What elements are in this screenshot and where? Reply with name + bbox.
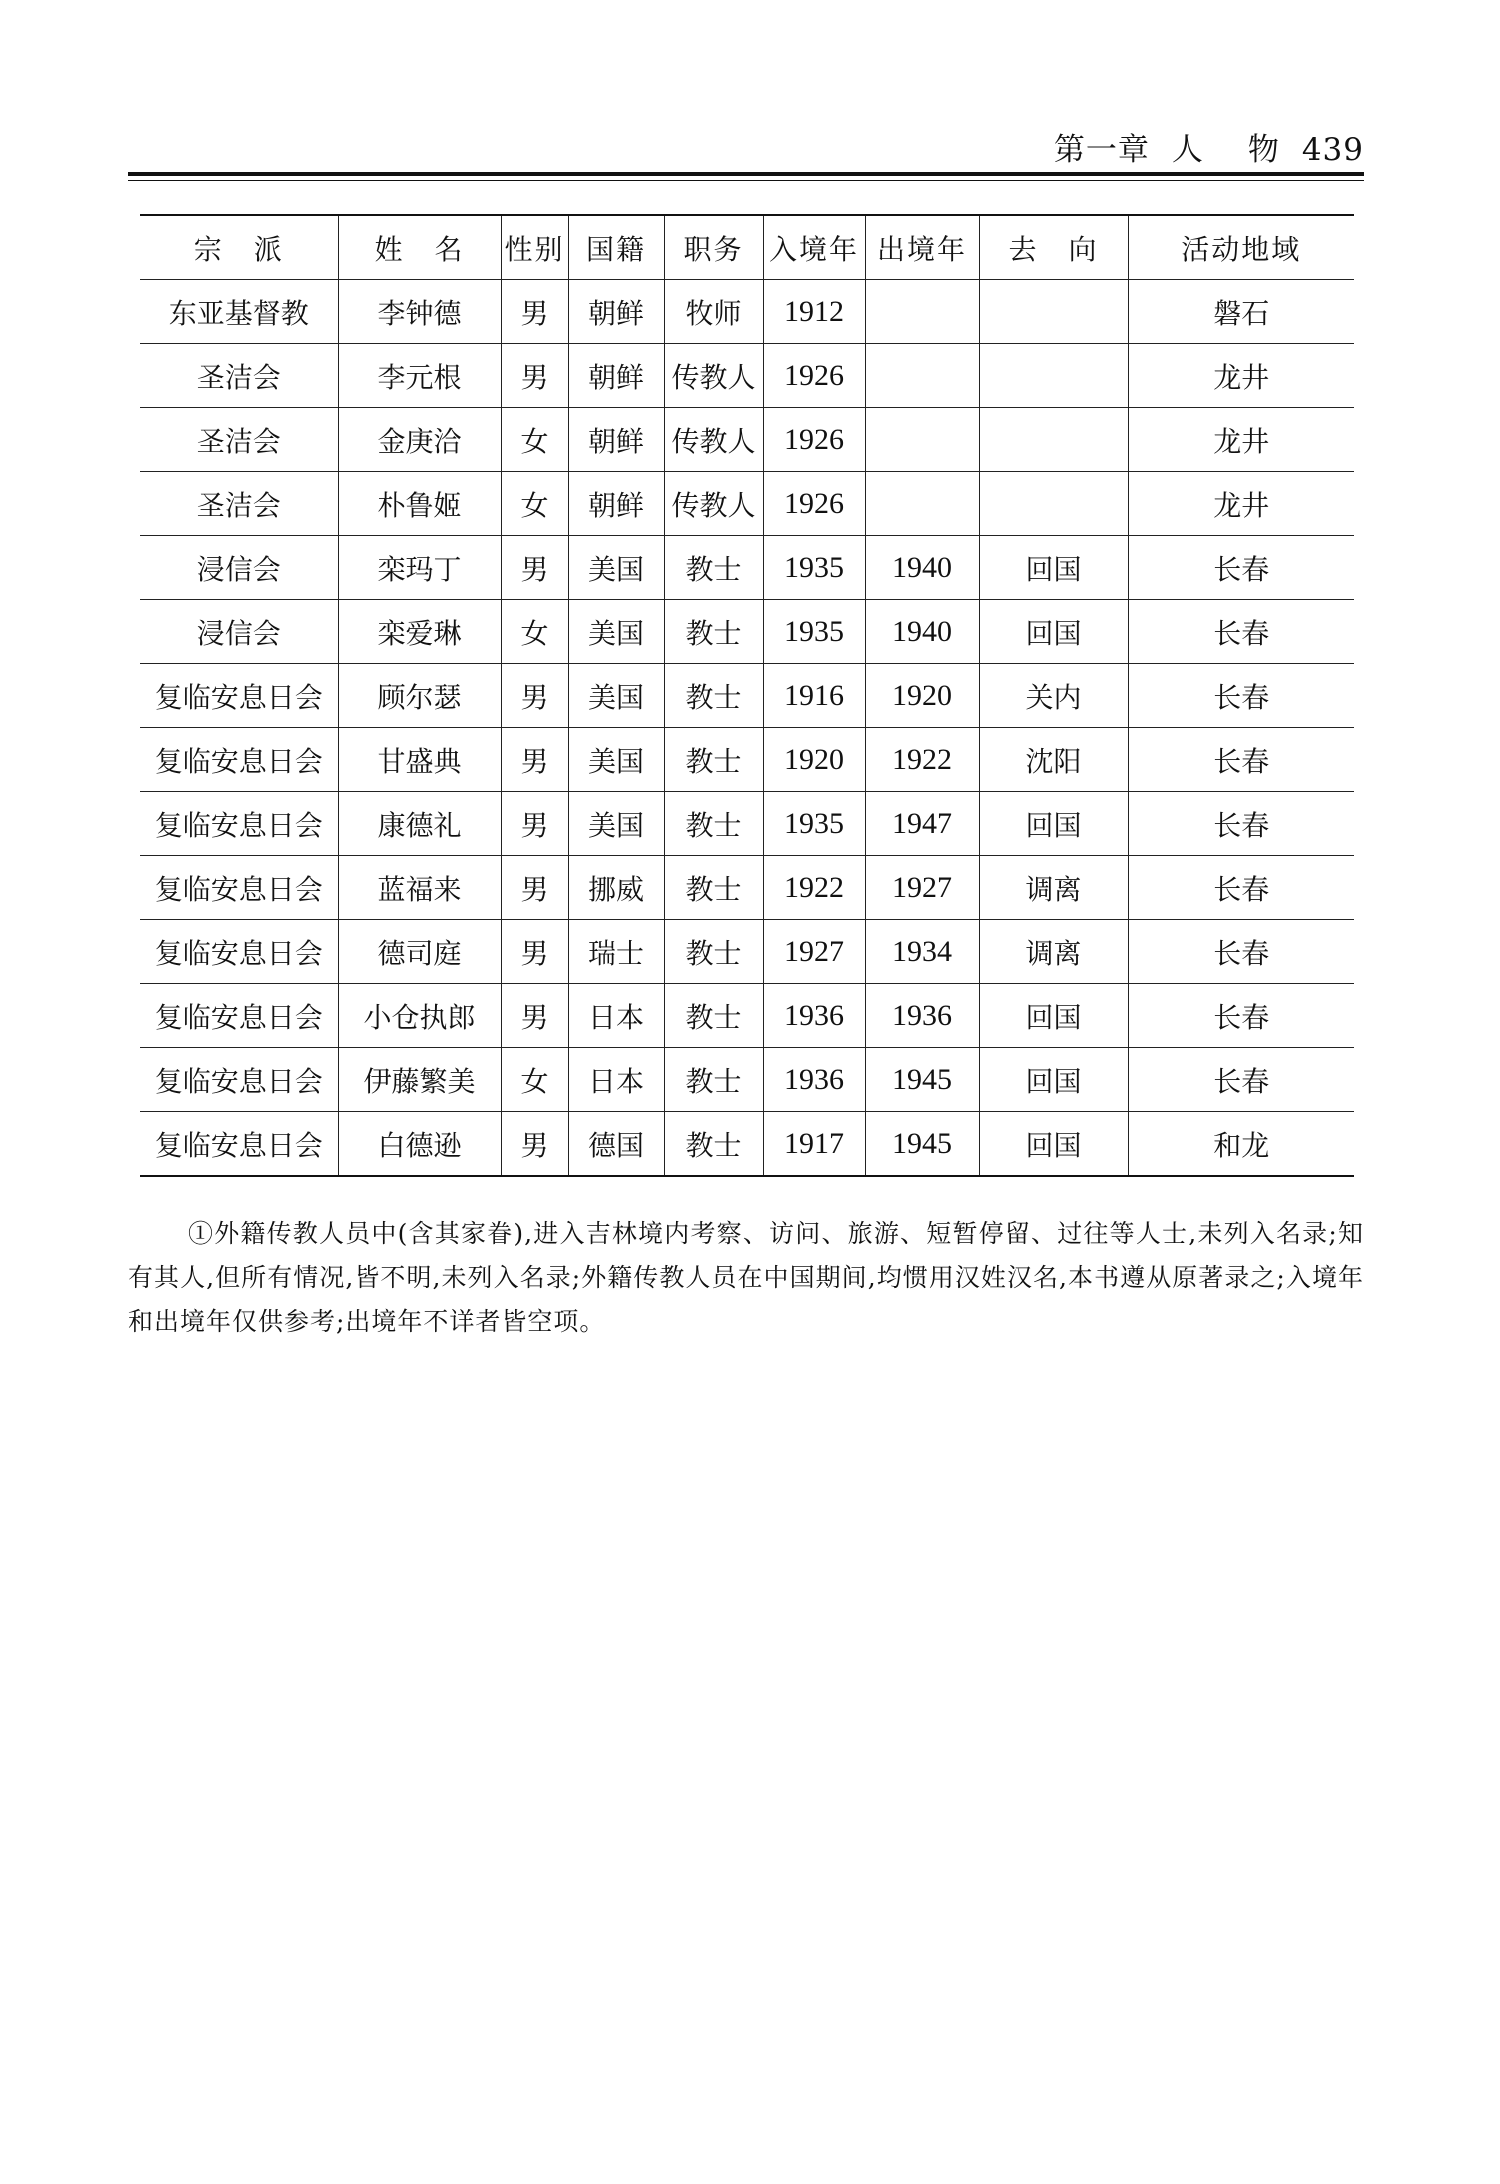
cell-destination: 回国 (979, 984, 1128, 1048)
cell-destination: 回国 (979, 792, 1128, 856)
table-header-row (140, 215, 1354, 280)
cell-exit-year (865, 344, 979, 408)
column-header-nationality: 国籍 (568, 215, 664, 280)
cell-entry-year: 1912 (763, 280, 865, 344)
cell-exit-year: 1940 (865, 600, 979, 664)
cell-gender: 男 (501, 344, 568, 408)
cell-position: 教士 (664, 920, 763, 984)
table-row (140, 344, 1354, 408)
cell-name: 小仓执郎 (338, 984, 501, 1048)
cell-exit-year: 1947 (865, 792, 979, 856)
cell-position: 教士 (664, 984, 763, 1048)
cell-entry-year: 1936 (763, 984, 865, 1048)
cell-entry-year: 1936 (763, 1048, 865, 1112)
cell-exit-year: 1940 (865, 536, 979, 600)
cell-position: 教士 (664, 600, 763, 664)
cell-nationality: 朝鲜 (568, 280, 664, 344)
cell-sect: 圣洁会 (140, 344, 338, 408)
cell-name: 李元根 (338, 344, 501, 408)
table-row (140, 792, 1354, 856)
cell-exit-year: 1945 (865, 1048, 979, 1112)
cell-region: 磐石 (1128, 280, 1354, 344)
table-row (140, 664, 1354, 728)
footnote (128, 1212, 1364, 1344)
cell-sect: 圣洁会 (140, 408, 338, 472)
cell-nationality: 美国 (568, 664, 664, 728)
cell-sect: 浸信会 (140, 600, 338, 664)
cell-exit-year: 1945 (865, 1112, 979, 1177)
cell-exit-year (865, 472, 979, 536)
cell-gender: 男 (501, 792, 568, 856)
cell-region: 龙井 (1128, 408, 1354, 472)
cell-gender: 女 (501, 600, 568, 664)
cell-gender: 男 (501, 664, 568, 728)
cell-nationality: 朝鲜 (568, 344, 664, 408)
cell-nationality: 美国 (568, 728, 664, 792)
cell-sect: 复临安息日会 (140, 1112, 338, 1177)
cell-nationality: 美国 (568, 536, 664, 600)
cell-position: 传教人 (664, 408, 763, 472)
cell-sect: 复临安息日会 (140, 792, 338, 856)
running-head (128, 118, 1364, 178)
cell-entry-year: 1922 (763, 856, 865, 920)
cell-name: 李钟德 (338, 280, 501, 344)
cell-name: 朴鲁姬 (338, 472, 501, 536)
cell-sect: 浸信会 (140, 536, 338, 600)
cell-position: 教士 (664, 792, 763, 856)
cell-sect: 复临安息日会 (140, 1048, 338, 1112)
cell-gender: 女 (501, 472, 568, 536)
cell-destination: 回国 (979, 1112, 1128, 1177)
cell-destination: 关内 (979, 664, 1128, 728)
cell-exit-year (865, 280, 979, 344)
cell-name: 伊藤繁美 (338, 1048, 501, 1112)
cell-destination: 调离 (979, 920, 1128, 984)
cell-gender: 男 (501, 984, 568, 1048)
cell-exit-year: 1927 (865, 856, 979, 920)
cell-sect: 复临安息日会 (140, 856, 338, 920)
footnote-text: ①外籍传教人员中(含其家眷),进入吉林境内考察、访问、旅游、短暂停留、过往等人士,未列入名录;知有其人,但所有情况,皆不明,未列入名录;外籍传教人员在中国期间,均惯用汉姓汉名,本书遵从原著录之;入境年和出境年仅供参考;出境年不详者皆空项。 (128, 1219, 1364, 1336)
cell-region: 长春 (1128, 728, 1354, 792)
cell-gender: 女 (501, 408, 568, 472)
cell-name: 白德逊 (338, 1112, 501, 1177)
cell-entry-year: 1916 (763, 664, 865, 728)
table-row (140, 472, 1354, 536)
cell-name: 栾玛丁 (338, 536, 501, 600)
cell-region: 长春 (1128, 536, 1354, 600)
table-row (140, 408, 1354, 472)
cell-gender: 男 (501, 536, 568, 600)
cell-exit-year: 1920 (865, 664, 979, 728)
cell-gender: 女 (501, 1048, 568, 1112)
cell-exit-year: 1936 (865, 984, 979, 1048)
chapter-label: 第一章 (1053, 132, 1150, 168)
cell-destination: 调离 (979, 856, 1128, 920)
cell-region: 长春 (1128, 920, 1354, 984)
cell-entry-year: 1935 (763, 792, 865, 856)
cell-name: 甘盛典 (338, 728, 501, 792)
chapter-title (1054, 124, 1364, 169)
cell-name: 金庚洽 (338, 408, 501, 472)
cell-destination (979, 472, 1128, 536)
cell-nationality: 美国 (568, 600, 664, 664)
cell-region: 龙井 (1128, 472, 1354, 536)
column-header-name: 姓 名 (338, 215, 501, 280)
cell-exit-year (865, 408, 979, 472)
cell-region: 和龙 (1128, 1112, 1354, 1177)
cell-region: 长春 (1128, 856, 1354, 920)
table-row (140, 984, 1354, 1048)
cell-entry-year: 1926 (763, 344, 865, 408)
cell-name: 蓝福来 (338, 856, 501, 920)
table-row (140, 280, 1354, 344)
column-header-exit-year: 出境年 (865, 215, 979, 280)
cell-destination: 回国 (979, 536, 1128, 600)
table-row (140, 1048, 1354, 1112)
cell-entry-year: 1935 (763, 536, 865, 600)
chapter-word-1: 人 (1171, 132, 1204, 168)
cell-nationality: 德国 (568, 1112, 664, 1177)
cell-destination (979, 280, 1128, 344)
cell-gender: 男 (501, 728, 568, 792)
cell-destination (979, 408, 1128, 472)
cell-exit-year: 1934 (865, 920, 979, 984)
cell-entry-year: 1920 (763, 728, 865, 792)
cell-nationality: 日本 (568, 1048, 664, 1112)
cell-exit-year: 1922 (865, 728, 979, 792)
cell-name: 顾尔瑟 (338, 664, 501, 728)
table-row (140, 1112, 1354, 1177)
cell-region: 长春 (1128, 600, 1354, 664)
cell-entry-year: 1935 (763, 600, 865, 664)
cell-gender: 男 (501, 1112, 568, 1177)
cell-region: 长春 (1128, 984, 1354, 1048)
cell-region: 龙井 (1128, 344, 1354, 408)
cell-nationality: 瑞士 (568, 920, 664, 984)
table-row (140, 728, 1354, 792)
cell-entry-year: 1926 (763, 472, 865, 536)
column-header-region: 活动地域 (1128, 215, 1354, 280)
cell-sect: 复临安息日会 (140, 984, 338, 1048)
cell-gender: 男 (501, 280, 568, 344)
header-rule-thin (128, 180, 1364, 181)
table-row (140, 920, 1354, 984)
cell-position: 教士 (664, 856, 763, 920)
cell-entry-year: 1927 (763, 920, 865, 984)
cell-sect: 复临安息日会 (140, 728, 338, 792)
table-row (140, 856, 1354, 920)
cell-position: 传教人 (664, 344, 763, 408)
cell-position: 传教人 (664, 472, 763, 536)
cell-gender: 男 (501, 920, 568, 984)
column-header-sect: 宗 派 (140, 215, 338, 280)
cell-destination (979, 344, 1128, 408)
cell-region: 长春 (1128, 1048, 1354, 1112)
cell-position: 教士 (664, 1048, 763, 1112)
cell-destination: 回国 (979, 600, 1128, 664)
cell-entry-year: 1917 (763, 1112, 865, 1177)
cell-name: 德司庭 (338, 920, 501, 984)
cell-nationality: 日本 (568, 984, 664, 1048)
chapter-word-2: 物 (1247, 132, 1280, 168)
cell-name: 栾爱琳 (338, 600, 501, 664)
cell-region: 长春 (1128, 792, 1354, 856)
table-row (140, 536, 1354, 600)
cell-sect: 圣洁会 (140, 472, 338, 536)
cell-entry-year: 1926 (763, 408, 865, 472)
cell-nationality: 挪威 (568, 856, 664, 920)
cell-sect: 复临安息日会 (140, 664, 338, 728)
cell-nationality: 朝鲜 (568, 408, 664, 472)
cell-destination: 沈阳 (979, 728, 1128, 792)
cell-sect: 东亚基督教 (140, 280, 338, 344)
table-row (140, 600, 1354, 664)
cell-nationality: 美国 (568, 792, 664, 856)
column-header-entry-year: 入境年 (763, 215, 865, 280)
cell-position: 牧师 (664, 280, 763, 344)
missionary-table (140, 214, 1354, 1177)
cell-destination: 回国 (979, 1048, 1128, 1112)
cell-nationality: 朝鲜 (568, 472, 664, 536)
cell-region: 长春 (1128, 664, 1354, 728)
column-header-destination: 去 向 (979, 215, 1128, 280)
cell-position: 教士 (664, 664, 763, 728)
cell-gender: 男 (501, 856, 568, 920)
cell-sect: 复临安息日会 (140, 920, 338, 984)
column-header-position: 职务 (664, 215, 763, 280)
cell-name: 康德礼 (338, 792, 501, 856)
cell-position: 教士 (664, 1112, 763, 1177)
column-header-gender: 性别 (501, 215, 568, 280)
cell-position: 教士 (664, 536, 763, 600)
table-body (140, 280, 1354, 1177)
header-rule-thick (128, 172, 1364, 176)
page-number: 439 (1301, 132, 1364, 168)
cell-position: 教士 (664, 728, 763, 792)
